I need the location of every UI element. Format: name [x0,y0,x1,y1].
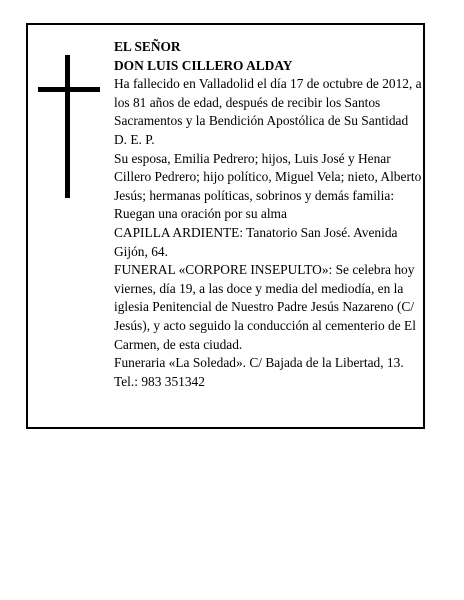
cross-vertical-bar [65,55,70,198]
chapel-info: CAPILLA ARDIENTE: Tanatorio San José. Avenida Gijón, 64. [114,224,398,259]
funeral-home-info: Funeraria «La Soledad». C/ Bajada de la Libertad, 13. Tel.: 983 351342 [114,355,404,389]
cross-horizontal-bar [38,87,100,92]
prayer-request: Ruegan una oración por su alma [114,206,287,222]
obituary-text [114,38,422,391]
deceased-title: EL SEÑOR [114,39,181,54]
funeral-info: FUNERAL «CORPORE INSEPULTO»: Se celebra hoy viernes, día 19, a las doce y media del mediodía, en la iglesia Penitencial de Nuestro Padre Jesús Nazareno (C/ Jesús), y acto seguido la conducción al cementerio de El Carmen, de esta ciudad. [114,262,416,352]
death-announcement: Ha fallecido en Valladolid el día 17 de octubre de 2012, a los 81 años de edad, después de recibir los Santos Sacramentos y la Bendición Apostólica de Su Santidad D. E. P. [114,76,422,147]
family-list: Su esposa, Emilia Pedrero; hijos, Luis José y Henar Cillero Pedrero; hijo político, Miguel Vela; nieto, Alberto Jesús; hermanas políticas, sobrinos y demás familia: [114,150,422,203]
deceased-name: DON LUIS CILLERO ALDAY [114,57,293,73]
latin-cross-icon [38,55,100,198]
